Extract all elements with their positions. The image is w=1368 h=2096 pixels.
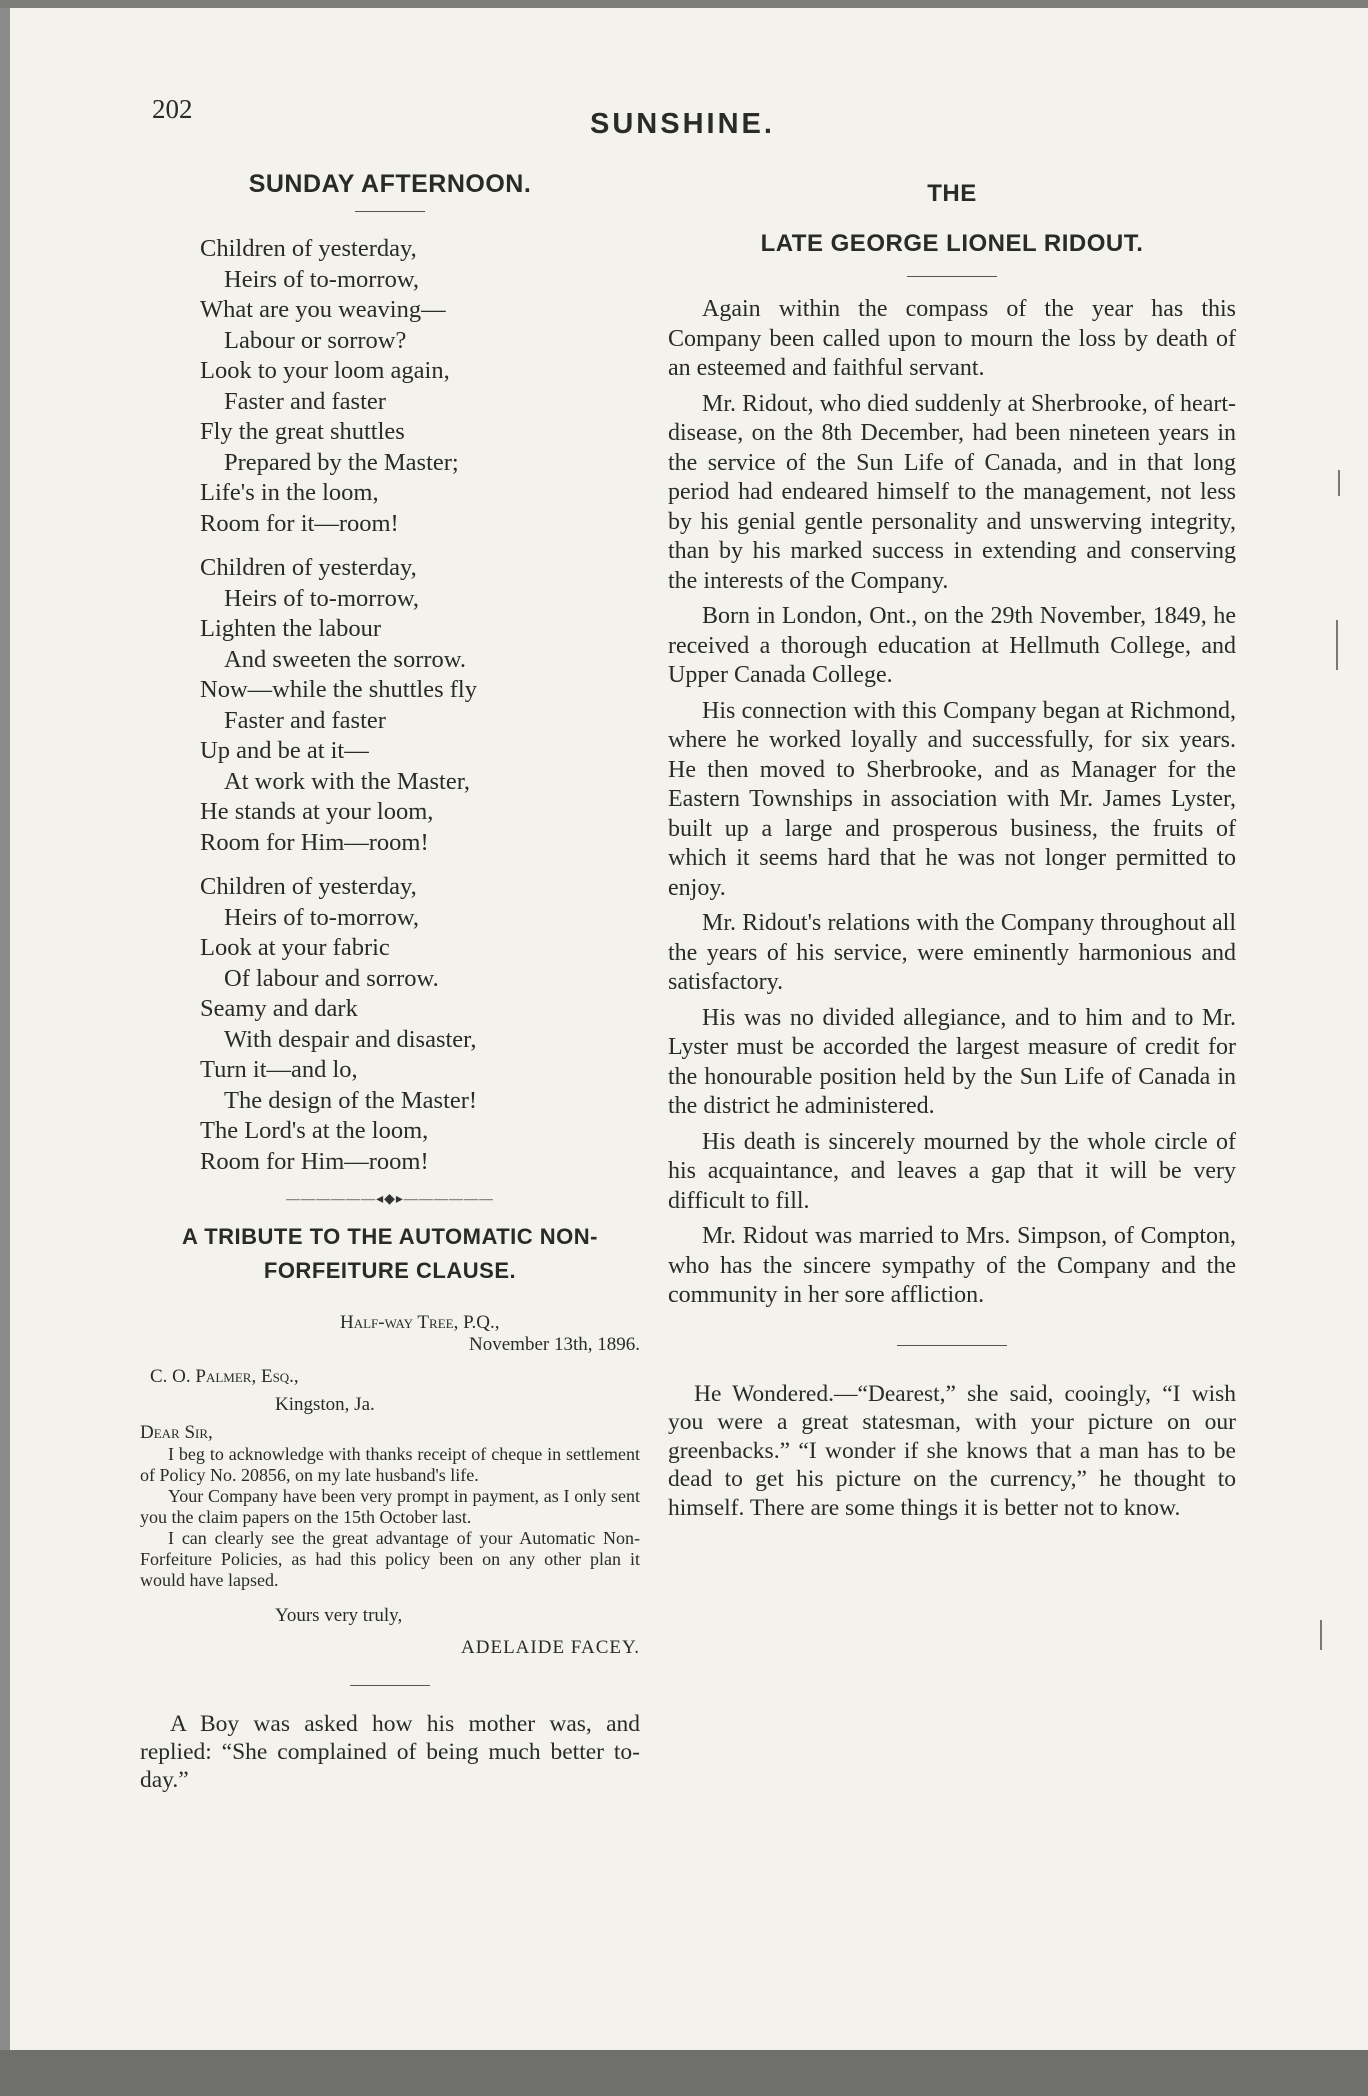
poem-line: Children of yesterday, bbox=[200, 554, 417, 581]
obituary-paragraph: Again within the compass of the year has this Company been called upon to mourn the loss by death of an esteemed and faithful servant. bbox=[668, 296, 1236, 381]
obituary-paragraph: Born in London, Ont., on the 29th November, 1849, he received a thorough education at Hellmuth College, and Upper Canada College. bbox=[668, 603, 1236, 688]
poem-line: Heirs of to-morrow, bbox=[224, 903, 420, 931]
left-column bbox=[140, 170, 640, 1800]
poem-line: Look at your fabric bbox=[200, 934, 390, 961]
letter-addressee: C. O. Palmer, Esq., bbox=[150, 1366, 299, 1387]
poem-line: Children of yesterday, bbox=[200, 235, 417, 262]
poem-line: At work with the Master, bbox=[224, 767, 471, 795]
letter-place: Half-way Tree, P.Q., bbox=[340, 1312, 500, 1333]
section-ornament: ——————◂◆▸—————— bbox=[286, 1192, 494, 1207]
poem-line: He stands at your loom, bbox=[200, 798, 434, 825]
poem-line: Faster and faster bbox=[224, 706, 386, 734]
obituary-paragraph: Mr. Ridout, who died suddenly at Sherbrooke, of heart-disease, on the 8th December, had been nineteen years in the service of the Sun Life of Canada, and in that long period had endeared himself to the management, not less by his genial gentle personality and unswerving integrity, than by his marked success in extending and conserving the interests of the Company. bbox=[668, 390, 1236, 594]
obituary-paragraph: Mr. Ridout's relations with the Company throughout all the years of his service, were eminently harmonious and satisfactory. bbox=[668, 910, 1236, 995]
letter-paragraph: Your Company have been very prompt in payment, as I only sent you the claim papers on the 15th October last. bbox=[140, 1486, 640, 1527]
poem-line: Turn it—and lo, bbox=[200, 1056, 358, 1083]
poem-line: Look to your loom again, bbox=[200, 357, 450, 384]
running-title: SUNSHINE. bbox=[590, 108, 775, 140]
poem-line: Life's in the loom, bbox=[200, 479, 379, 506]
poem-body bbox=[140, 234, 640, 1177]
poem-line: With despair and disaster, bbox=[224, 1025, 477, 1053]
letter-salutation: Dear Sir, bbox=[140, 1422, 213, 1443]
poem-line: Up and be at it— bbox=[200, 737, 369, 764]
tribute-title-line2: FORFEITURE CLAUSE. bbox=[263, 1258, 517, 1283]
poem-line: And sweeten the sorrow. bbox=[224, 645, 466, 673]
obituary-title-rule bbox=[907, 276, 997, 277]
poem-title: SUNDAY AFTERNOON. bbox=[248, 170, 532, 198]
poem-line: Children of yesterday, bbox=[200, 873, 417, 900]
poem-line: Room for Him—room! bbox=[200, 1147, 429, 1175]
poem-line: Heirs of to-morrow, bbox=[224, 265, 420, 293]
margin-mark bbox=[1338, 470, 1340, 496]
obituary-paragraph: His was no divided allegiance, and to him and to Mr. Lyster must be accorded the largest measure of credit for the honourable position held by the Sun Life of Canada in the district he administered. bbox=[668, 1004, 1236, 1119]
tribute-title-line1: A TRIBUTE TO THE AUTOMATIC NON- bbox=[182, 1224, 598, 1249]
obituary-paragraph: Mr. Ridout was married to Mrs. Simpson, of Compton, who has the sincere sympathy of the Company and the community in her sore affliction. bbox=[668, 1223, 1236, 1308]
poem-line: Of labour and sorrow. bbox=[224, 964, 439, 992]
poem-line: Seamy and dark bbox=[200, 995, 358, 1022]
poem-line: The Lord's at the loom, bbox=[200, 1117, 429, 1144]
scan-border-top bbox=[0, 0, 1368, 8]
poem-line: Now—while the shuttles fly bbox=[200, 676, 477, 703]
obituary-paragraph: His connection with this Company began at Richmond, where he worked loyally and successfully, for six years. He then moved to Sherbrooke, and as Manager for the Eastern Townships in association with Mr. James Lyster, built up a large and prosperous business, the fruits of which it seems hard that he was not longer permitted to enjoy. bbox=[668, 697, 1236, 901]
anecdote-rule bbox=[350, 1685, 430, 1686]
scan-border-bottom bbox=[0, 2050, 1368, 2096]
letter-addressee-place: Kingston, Ja. bbox=[275, 1394, 375, 1415]
page-number: 202 bbox=[152, 94, 193, 124]
poem-line: Room for it—room! bbox=[200, 509, 399, 537]
poem-line: Fly the great shuttles bbox=[200, 418, 405, 445]
letter-signature: ADELAIDE FACEY. bbox=[461, 1637, 640, 1658]
poem-stanza bbox=[200, 553, 640, 858]
obituary-title-line1: THE bbox=[927, 180, 977, 207]
poem-line: Prepared by the Master; bbox=[224, 448, 459, 476]
letter-date: November 13th, 1896. bbox=[469, 1334, 640, 1355]
wondered-rule bbox=[897, 1345, 1007, 1346]
obituary-title-line2: LATE GEORGE LIONEL RIDOUT. bbox=[760, 230, 1144, 257]
poem-title-rule bbox=[355, 211, 425, 212]
poem-line: Heirs of to-morrow, bbox=[224, 584, 420, 612]
obituary-body bbox=[668, 295, 1236, 1311]
poem-line: Labour or sorrow? bbox=[224, 326, 407, 354]
obituary-paragraph: His death is sincerely mourned by the whole circle of his acquaintance, and leaves a gap that it will be very difficult to fill. bbox=[668, 1128, 1236, 1214]
letter-body bbox=[140, 1444, 640, 1591]
boy-anecdote: A Boy was asked how his mother was, and replied: “She complained of being much better to-day.” bbox=[140, 1711, 640, 1793]
right-column bbox=[668, 180, 1236, 1528]
letter-paragraph: I can clearly see the great advantage of your Automatic Non-Forfeiture Policies, as had this policy been on any other plan it would have lapsed. bbox=[140, 1528, 640, 1590]
poem-line: Room for Him—room! bbox=[200, 828, 429, 856]
letter-closing: Yours very truly, bbox=[275, 1605, 403, 1626]
letter-paragraph: I beg to acknowledge with thanks receipt of cheque in settlement of Policy No. 20856, on my late husband's life. bbox=[140, 1444, 640, 1485]
poem-line: The design of the Master! bbox=[224, 1086, 478, 1114]
margin-mark bbox=[1320, 1620, 1322, 1650]
margin-mark bbox=[1336, 620, 1338, 670]
poem-line: What are you weaving— bbox=[200, 296, 446, 323]
poem-line: Faster and faster bbox=[224, 387, 386, 415]
poem-stanza bbox=[200, 872, 640, 1177]
poem-line: Lighten the labour bbox=[200, 615, 381, 642]
poem-stanza bbox=[200, 234, 640, 539]
he-wondered-anecdote: He Wondered.—“Dearest,” she said, cooingly, “I wish you were a great statesman, with your picture on our greenbacks.” “I wonder if she knows that a man has to be dead to get his picture on the currency,” he thought to himself. There are some things it is better not to know. bbox=[668, 1380, 1236, 1521]
